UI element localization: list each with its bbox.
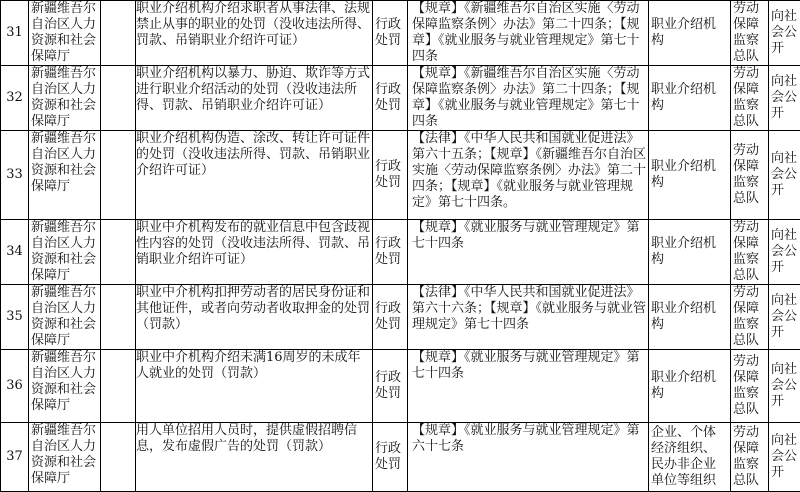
row-authority-text: 新疆维吾尔自治区人力资源和社会保障厅: [31, 285, 98, 349]
row-department-text: 劳动保障监察总队: [733, 220, 766, 284]
row-publicity-text: 向社会公开: [771, 293, 798, 341]
row-subject: [649, 131, 731, 220]
row-type-text: 行政处罚: [375, 301, 405, 333]
row-item-name: [136, 131, 373, 220]
row-publicity: [769, 131, 800, 220]
row-number: [1, 66, 29, 131]
row-department-text: 劳动保障监察总队: [733, 425, 766, 489]
row-publicity: [769, 423, 800, 492]
row-basis-text: 【规章】《就业服务与就业管理规定》第六十七条: [412, 423, 646, 455]
row-blank: [101, 66, 136, 131]
row-department: [731, 131, 769, 220]
row-authority: [29, 1, 101, 66]
row-authority: [29, 220, 101, 285]
row-department: [731, 1, 769, 66]
row-subject-text: 职业介绍机构: [651, 159, 728, 191]
row-type-text: 行政处罚: [375, 159, 405, 191]
row-number-text: 35: [3, 309, 26, 325]
row-publicity: [769, 350, 800, 423]
row-basis-text: 【规章】《新疆维吾尔自治区实施〈劳动保障监察条例〉办法》第二十四条；【规章】《就业服务与就业管理规定》第七十四条: [412, 66, 646, 130]
row-authority-text: 新疆维吾尔自治区人力资源和社会保障厅: [31, 423, 98, 487]
row-subject: [649, 1, 731, 66]
row-basis-text: 【法律】《中华人民共和国就业促进法》第六十六条；【规章】《就业服务与就业管理规定》第七十四条: [412, 285, 646, 333]
row-publicity-text: 向社会公开: [771, 74, 798, 122]
row-subject-text: 职业介绍机构: [651, 17, 728, 49]
row-type: [373, 131, 408, 220]
row-item-name: [136, 423, 373, 492]
row-type: [373, 285, 408, 350]
row-subject: [649, 423, 731, 492]
row-authority: [29, 423, 101, 492]
row-number: [1, 350, 29, 423]
row-publicity-text: 向社会公开: [771, 362, 798, 410]
row-basis-text: 【规章】《新疆维吾尔自治区实施〈劳动保障监察条例〉办法》第二十四条；【规章】《就业服务与就业管理规定》第七十四条: [412, 1, 646, 65]
row-type-text: 行政处罚: [375, 236, 405, 268]
row-item-name-text: 职业中介机构扣押劳动者的居民身份证和其他证件，或者向劳动者收取押金的处罚（罚款）: [136, 285, 370, 333]
row-subject-text: 职业介绍机构: [651, 236, 728, 268]
row-number: [1, 423, 29, 492]
row-number: [1, 131, 29, 220]
row-basis: [408, 285, 649, 350]
row-item-name-text: 职业介绍机构以暴力、胁迫、欺诈等方式进行职业介绍活动的处罚（没收违法所得、罚款、吊销职业介绍许可证）: [136, 66, 370, 114]
row-type: [373, 423, 408, 492]
table-row: [1, 423, 800, 492]
row-department-text: 劳动保障监察总队: [733, 143, 766, 207]
row-number: [1, 1, 29, 66]
row-type: [373, 1, 408, 66]
table-row: [1, 350, 800, 423]
row-blank: [101, 350, 136, 423]
row-subject-text: 职业介绍机构: [651, 301, 728, 333]
row-number: [1, 220, 29, 285]
row-type-text: 行政处罚: [375, 441, 405, 473]
row-blank: [101, 131, 136, 220]
table-row: [1, 285, 800, 350]
row-item-name-text: 职业介绍机构伪造、涂改、转让许可证件的处罚（没收违法所得、罚款、吊销职业介绍许可证）: [136, 131, 370, 179]
row-subject-text: 职业介绍机构: [651, 370, 728, 402]
row-number-text: 31: [3, 25, 26, 41]
row-basis-text: 【规章】《就业服务与就业管理规定》第七十四条: [412, 350, 646, 382]
row-publicity-text: 向社会公开: [771, 9, 798, 57]
row-number-text: 36: [3, 378, 26, 394]
row-basis: [408, 220, 649, 285]
row-number: [1, 285, 29, 350]
row-basis: [408, 66, 649, 131]
row-item-name: [136, 285, 373, 350]
row-publicity-text: 向社会公开: [771, 151, 798, 199]
row-item-name: [136, 66, 373, 131]
row-subject-text: 职业介绍机构: [651, 82, 728, 114]
row-department: [731, 423, 769, 492]
row-subject: [649, 285, 731, 350]
row-department: [731, 220, 769, 285]
row-publicity-text: 向社会公开: [771, 228, 798, 276]
row-basis: [408, 1, 649, 66]
row-department-text: 劳动保障监察总队: [733, 354, 766, 418]
row-publicity: [769, 220, 800, 285]
row-subject-text: 企业、个体经济组织、民办非企业单位等组织: [651, 425, 728, 489]
row-department: [731, 350, 769, 423]
row-department-text: 劳动保障监察总队: [733, 66, 766, 130]
row-department: [731, 66, 769, 131]
table-row: [1, 131, 800, 220]
row-authority-text: 新疆维吾尔自治区人力资源和社会保障厅: [31, 1, 98, 65]
row-number-text: 32: [3, 90, 26, 106]
row-authority-text: 新疆维吾尔自治区人力资源和社会保障厅: [31, 66, 98, 130]
row-type: [373, 66, 408, 131]
row-type-text: 行政处罚: [375, 370, 405, 402]
row-item-name-text: 职业中介机构介绍未满16周岁的未成年人就业的处罚（罚款）: [136, 350, 370, 382]
row-publicity: [769, 285, 800, 350]
row-basis: [408, 423, 649, 492]
row-authority-text: 新疆维吾尔自治区人力资源和社会保障厅: [31, 220, 98, 284]
row-basis: [408, 131, 649, 220]
row-blank: [101, 285, 136, 350]
row-publicity: [769, 1, 800, 66]
row-blank: [101, 423, 136, 492]
row-item-name: [136, 350, 373, 423]
row-authority: [29, 131, 101, 220]
row-authority-text: 新疆维吾尔自治区人力资源和社会保障厅: [31, 350, 98, 414]
row-blank: [101, 1, 136, 66]
row-type: [373, 350, 408, 423]
row-item-name-text: 职业介绍机构介绍求职者从事法律、法规禁止从事的职业的处罚（没收违法所得、罚款、吊销职业介绍许可证）: [136, 1, 370, 49]
row-basis: [408, 350, 649, 423]
row-publicity: [769, 66, 800, 131]
row-type-text: 行政处罚: [375, 82, 405, 114]
row-subject: [649, 66, 731, 131]
row-authority: [29, 350, 101, 423]
row-number-text: 34: [3, 244, 26, 260]
row-subject: [649, 350, 731, 423]
row-department-text: 劳动保障监察总队: [733, 285, 766, 349]
row-blank: [101, 220, 136, 285]
row-type: [373, 220, 408, 285]
row-department: [731, 285, 769, 350]
table-row: [1, 66, 800, 131]
row-basis-text: 【法律】《中华人民共和国就业促进法》第六十五条；【规章】《新疆维吾尔自治区实施〈劳动保障监察条例〉办法》第二十四条；【规章】《就业服务与就业管理规定》第七十四条。: [412, 131, 646, 211]
table-row: [1, 220, 800, 285]
row-type-text: 行政处罚: [375, 17, 405, 49]
row-item-name: [136, 220, 373, 285]
row-item-name-text: 职业中介机构发布的就业信息中包含歧视性内容的处罚（没收违法所得、罚款、吊销职业介绍许可证）: [136, 220, 370, 268]
row-item-name: [136, 1, 373, 66]
row-department-text: 劳动保障监察总队: [733, 1, 766, 65]
table-row: [1, 1, 800, 66]
row-authority: [29, 285, 101, 350]
row-item-name-text: 用人单位招用人员时，提供虚假招聘信息，发布虚假广告的处罚（罚款）: [136, 423, 370, 455]
row-publicity-text: 向社会公开: [771, 433, 798, 481]
row-authority: [29, 66, 101, 131]
row-basis-text: 【规章】《就业服务与就业管理规定》第七十四条: [412, 220, 646, 252]
row-subject: [649, 220, 731, 285]
row-number-text: 37: [3, 449, 26, 465]
row-authority-text: 新疆维吾尔自治区人力资源和社会保障厅: [31, 131, 98, 195]
row-number-text: 33: [3, 167, 26, 183]
